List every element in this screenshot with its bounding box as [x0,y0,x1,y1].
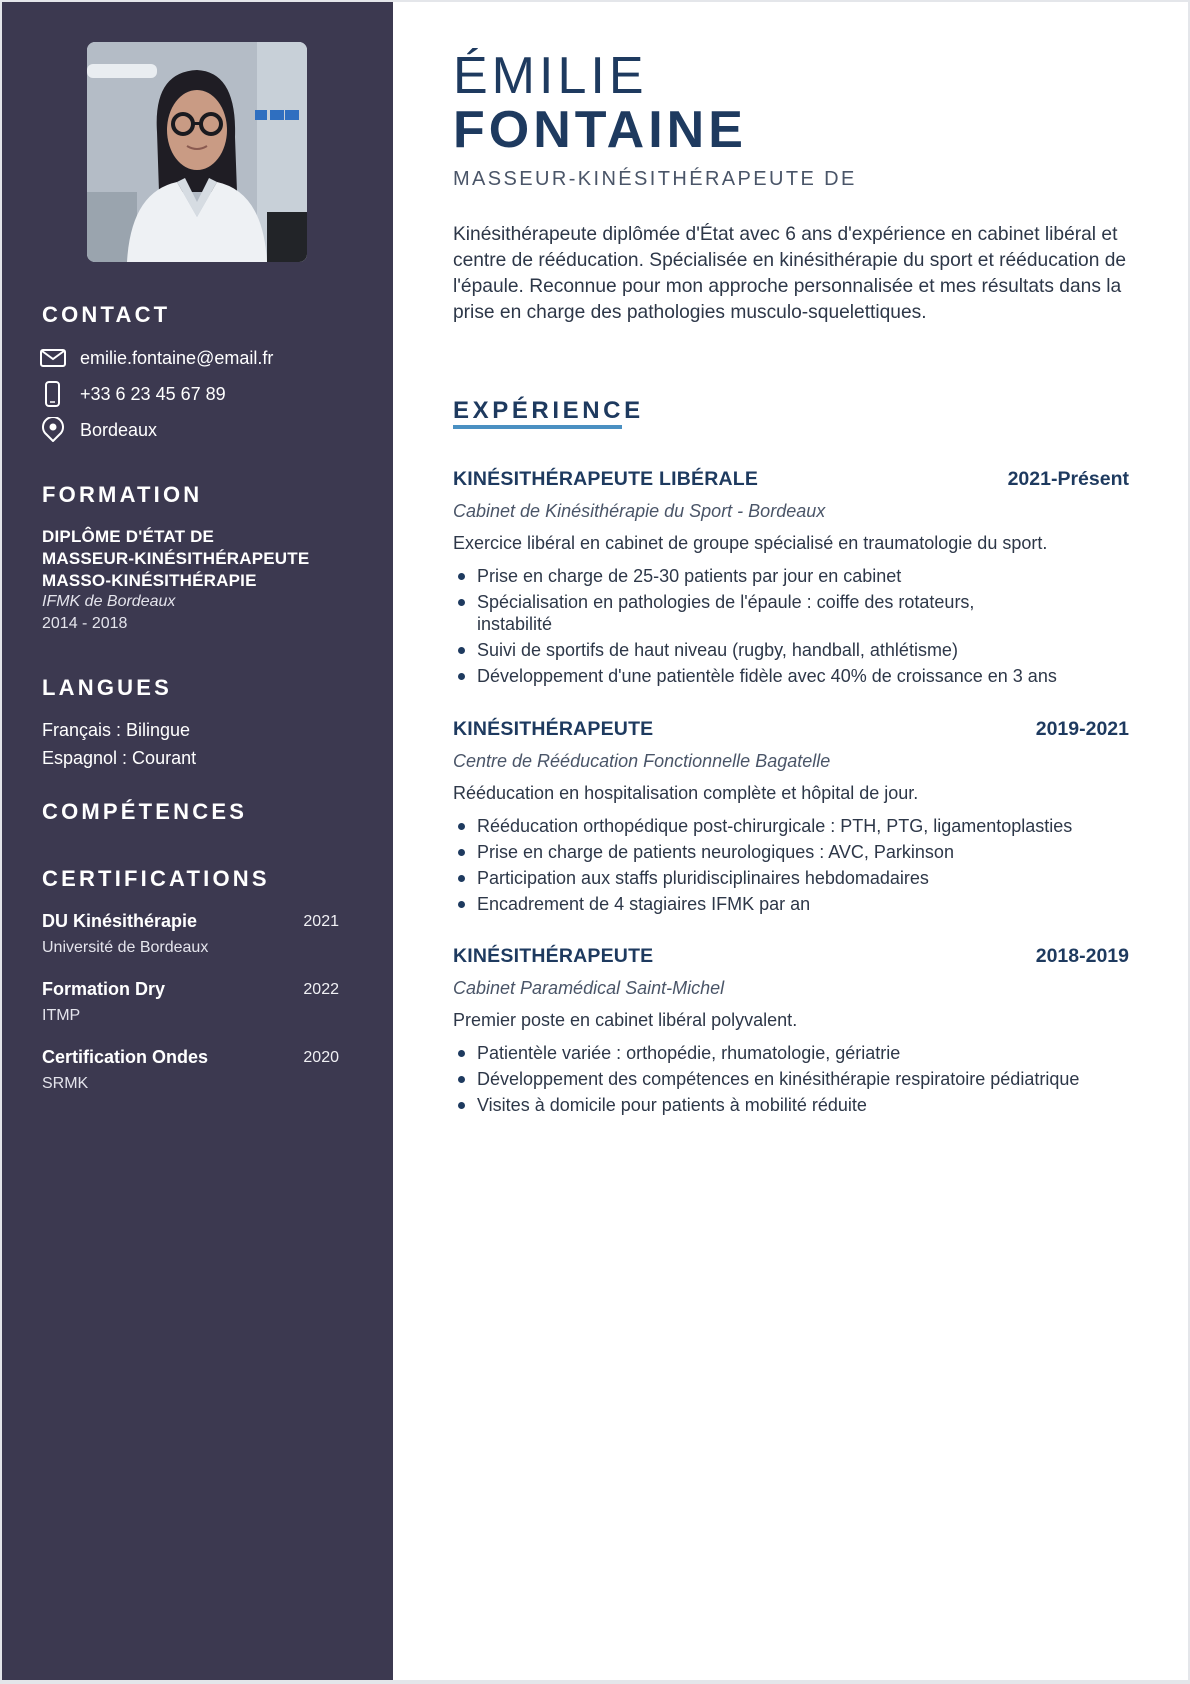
job-company: Cabinet Paramédical Saint-Michel [453,978,725,998]
job-title: KINÉSITHÉRAPEUTE LIBÉRALE [453,468,759,490]
bullet-item: Développement des compétences en kinésithérapie respiratoire pédiatrique [453,1068,1153,1090]
job-title: KINÉSITHÉRAPEUTE [453,945,654,967]
language-item: Français : Bilingue [42,720,191,740]
bullet-item: Encadrement de 4 stagiaires IFMK par an [453,893,1153,915]
sidebar [2,2,393,1680]
formation-years: 2014 - 2018 [42,615,128,632]
job-dates: 2018-2019 [1035,945,1129,967]
bullet-item: Patientèle variée : orthopédie, rhumatologie, gériatrie [453,1042,1153,1064]
experience-heading: EXPÉRIENCE [453,397,644,424]
competences-heading: COMPÉTENCES [42,799,248,824]
portrait-image [87,42,307,262]
cert-year: 2021 [303,913,339,930]
profile-summary: Kinésithérapeute diplômée d'État avec 6 ans d'expérience en cabinet libéral et centre de rééducation. Spécialisée en kinésithérapie du sport et rééducation de l'épaule. Reconnue pour mon approche personnalisée et mes résultats dans la prise en charge des pathologies musculo-squelettiques. [453,224,1127,323]
cert-name: Formation Dry [42,979,166,999]
cert-org: SRMK [42,1075,89,1092]
location-pin-icon [40,418,68,442]
formation-heading: FORMATION [42,482,203,507]
job-dates: 2021-Présent [1007,468,1129,490]
language-item: Espagnol : Courant [42,748,197,768]
bullet-item: Suivi de sportifs de haut niveau (rugby, handball, athlétisme) [453,639,1153,661]
section-underline [453,425,622,429]
bullet-item: Prise en charge de patients neurologiques : AVC, Parkinson [453,841,1153,863]
email-text: emilie.fontaine@email.fr [80,347,274,368]
cert-org: ITMP [42,1007,81,1024]
job-bullets [453,1042,1153,1120]
bullet-item: Visites à domicile pour patients à mobilité réduite [453,1094,1153,1116]
envelope-icon [40,346,68,370]
last-name: FONTAINE [453,101,747,159]
job-dates: 2019-2021 [1035,718,1129,740]
job-description: Exercice libéral en cabinet de groupe spécialisé en traumatologie du sport. [453,533,1048,553]
cert-year: 2020 [303,1049,339,1066]
bullet-item: Prise en charge de 25-30 patients par jour en cabinet [453,565,1153,587]
job-bullets [453,815,1153,919]
degree-line-3: MASSO-KINÉSITHÉRAPIE [42,571,257,590]
bullet-item: Spécialisation en pathologies de l'épaule : coiffe des rotateurs, instabilité [453,591,1043,635]
job-description: Premier poste en cabinet libéral polyvalent. [453,1010,798,1030]
certifications-heading: CERTIFICATIONS [42,866,270,891]
bullet-item: Participation aux staffs pluridisciplinaires hebdomadaires [453,867,1153,889]
job-description: Rééducation en hospitalisation complète et hôpital de jour. [453,783,919,803]
job-bullets [453,565,1153,691]
formation-school: IFMK de Bordeaux [42,593,176,610]
cert-year: 2022 [303,981,339,998]
contact-phone[interactable] [40,381,226,407]
degree-line-1: DIPLÔME D'ÉTAT DE [42,527,215,546]
phone-icon [40,382,68,406]
cert-org: Université de Bordeaux [42,939,209,956]
job-company: Centre de Rééducation Fonctionnelle Bagatelle [453,751,831,771]
phone-text: +33 6 23 45 67 89 [80,383,226,404]
degree-line-2: MASSEUR-KINÉSITHÉRAPEUTE [42,549,310,568]
bullet-item: Développement d'une patientèle fidèle avec 40% de croissance en 3 ans [453,665,1153,687]
bullet-item: Rééducation orthopédique post-chirurgicale : PTH, PTG, ligamentoplasties [453,815,1153,837]
contact-location [40,417,157,443]
job-subtitle: MASSEUR-KINÉSITHÉRAPEUTE DE [453,168,857,190]
first-name: ÉMILIE [453,47,648,105]
cert-name: DU Kinésithérapie [42,911,198,931]
resume-page [2,2,1188,1680]
job-company: Cabinet de Kinésithérapie du Sport - Bordeaux [453,501,826,521]
langues-heading: LANGUES [42,675,172,700]
profile-photo [87,42,307,262]
cert-name: Certification Ondes [42,1047,209,1067]
location-text: Bordeaux [80,419,158,440]
job-title: KINÉSITHÉRAPEUTE [453,718,654,740]
contact-heading: CONTACT [42,302,171,327]
contact-email[interactable] [40,345,273,371]
